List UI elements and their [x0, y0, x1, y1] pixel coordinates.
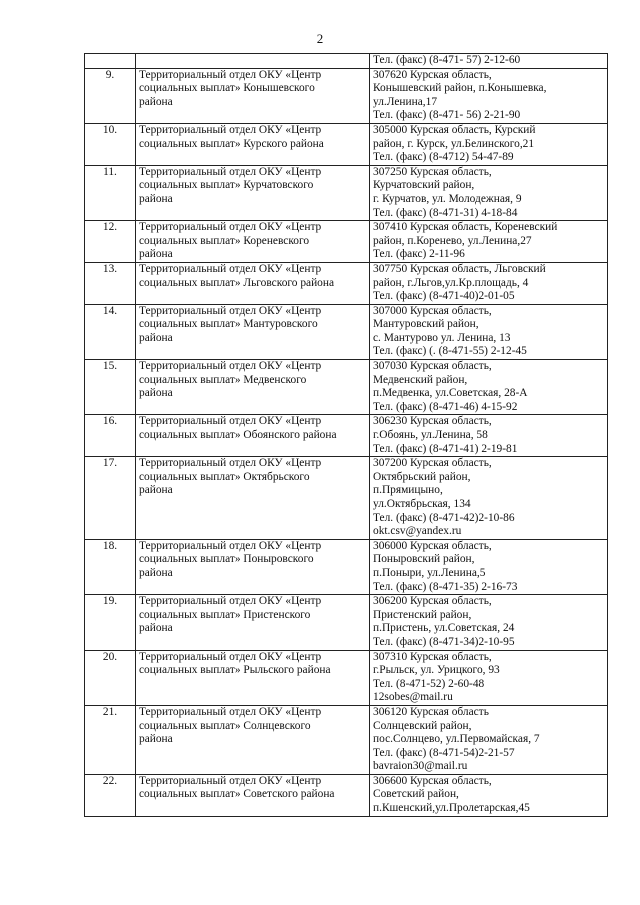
- office-address-line: Тел. (8-471-52) 2-60-48: [373, 677, 485, 690]
- office-name-line: района: [139, 566, 173, 579]
- row-number: 12.: [85, 221, 136, 263]
- table-row: [85, 415, 608, 457]
- office-name-line: района: [139, 192, 173, 205]
- office-address-line: Советский район,: [373, 788, 459, 801]
- row-number: 13.: [85, 262, 136, 304]
- office-name-line: района: [139, 733, 173, 746]
- office-name-line: социальных выплат» Октябрьского: [139, 470, 310, 483]
- row-number: 20.: [85, 650, 136, 705]
- office-address-line: район, п.Коренево, ул.Ленина,27: [373, 234, 532, 247]
- office-name-cell: [136, 539, 370, 594]
- office-name-line: района: [139, 622, 173, 635]
- office-address-line: Мантуровский район,: [373, 318, 479, 331]
- office-address-line: п.Прямицыно,: [373, 484, 443, 497]
- office-address-line: 307750 Курская область, Льговский: [373, 262, 546, 275]
- office-name-cell: [136, 415, 370, 457]
- office-name-line: социальных выплат» Льговского района: [139, 276, 335, 289]
- office-address-line: 306200 Курская область,: [373, 595, 492, 608]
- office-name-line: социальных выплат» Мантуровского: [139, 318, 318, 331]
- office-name-line: Территориальный отдел ОКУ «Центр: [139, 360, 322, 373]
- table-row: [85, 360, 608, 415]
- table-row: [85, 165, 608, 220]
- office-address-line: 12sobes@mail.ru: [373, 691, 453, 704]
- office-address-line: Тел. (факс) (8-4712) 54-47-89: [373, 151, 514, 164]
- office-address-line: Тел. (факс) (8-471-31) 4-18-84: [373, 206, 518, 219]
- office-address-line: п.Пристень, ул.Советская, 24: [373, 622, 515, 635]
- table-row: [85, 705, 608, 774]
- office-name-line: Территориальный отдел ОКУ «Центр: [139, 123, 322, 136]
- office-name-line: социальных выплат» Поныровского: [139, 553, 314, 566]
- office-address-line: пос.Солнцево, ул.Первомайская, 7: [373, 733, 540, 746]
- row-number: 17.: [85, 457, 136, 540]
- table-row: [85, 457, 608, 540]
- office-address-line: Тел. (факс) (8-471-41) 2-19-81: [373, 442, 518, 455]
- row-number: 11.: [85, 165, 136, 220]
- office-name-cell: [136, 68, 370, 123]
- office-name-cell: [136, 221, 370, 263]
- office-address-cell: [370, 68, 608, 123]
- row-number: 18.: [85, 539, 136, 594]
- office-address-line: Тел. (факс) (8-471-46) 4-15-92: [373, 400, 518, 413]
- office-address-line: 307030 Курская область,: [373, 360, 492, 373]
- row-number: 14.: [85, 304, 136, 359]
- office-name-cell: [136, 705, 370, 774]
- office-name-cell: [136, 650, 370, 705]
- office-address-cell: [370, 539, 608, 594]
- office-name-line: Территориальный отдел ОКУ «Центр: [139, 457, 322, 470]
- table-row: [85, 68, 608, 123]
- row-number: 21.: [85, 705, 136, 774]
- office-name-line: Территориальный отдел ОКУ «Центр: [139, 415, 322, 428]
- office-address-line: п.Кшенский,ул.Пролетарская,45: [373, 802, 530, 815]
- office-address-cell: [370, 774, 608, 816]
- office-name-cell: [136, 304, 370, 359]
- row-number: 16.: [85, 415, 136, 457]
- office-name-line: социальных выплат» Обоянского района: [139, 429, 337, 442]
- table-row: [85, 650, 608, 705]
- office-address-line: 307000 Курская область,: [373, 304, 492, 317]
- office-address-line: 307620 Курская область,: [373, 68, 492, 81]
- office-name-cell: [136, 54, 370, 69]
- office-address-line: район, г. Курск, ул.Белинского,21: [373, 137, 535, 150]
- office-address-line: Тел. (факс) (8-471- 56) 2-21-90: [373, 109, 521, 122]
- office-name-line: социальных выплат» Кореневского: [139, 234, 310, 247]
- office-name-line: Территориальный отдел ОКУ «Центр: [139, 304, 322, 317]
- office-name-line: социальных выплат» Солнцевского: [139, 719, 311, 732]
- office-name-line: Территориальный отдел ОКУ «Центр: [139, 221, 322, 234]
- office-name-cell: [136, 360, 370, 415]
- office-address-line: с. Мантурово ул. Ленина, 13: [373, 331, 511, 344]
- table-row: [85, 262, 608, 304]
- row-number: 10.: [85, 123, 136, 165]
- office-address-line: bavraion30@mail.ru: [373, 760, 468, 773]
- office-name-line: района: [139, 331, 173, 344]
- row-number: [85, 54, 136, 69]
- office-name-cell: [136, 262, 370, 304]
- office-address-line: Тел. (факс) (8-471-42)2-10-86: [373, 511, 515, 524]
- office-address-line: Медвенский район,: [373, 373, 468, 386]
- office-name-line: района: [139, 95, 173, 108]
- office-address-line: 307200 Курская область,: [373, 457, 492, 470]
- table-row: [85, 123, 608, 165]
- table-row: [85, 595, 608, 650]
- office-address-line: г.Обоянь, ул.Ленина, 58: [373, 429, 488, 442]
- office-address-line: Тел. (факс) (8-471- 57) 2-12-60: [373, 54, 521, 66]
- office-address-line: Тел. (факс) (. (8-471-55) 2-12-45: [373, 345, 527, 358]
- office-address-line: 306000 Курская область,: [373, 539, 492, 552]
- office-name-line: Территориальный отдел ОКУ «Центр: [139, 774, 322, 787]
- table-row: [85, 539, 608, 594]
- office-address-line: okt.csv@yandex.ru: [373, 525, 462, 538]
- office-address-line: Тел. (факс) (8-471-35) 2-16-73: [373, 580, 518, 593]
- office-name-cell: [136, 774, 370, 816]
- office-address-line: 306120 Курская область: [373, 705, 489, 718]
- row-number: 9.: [85, 68, 136, 123]
- office-address-line: 307310 Курская область,: [373, 650, 492, 663]
- office-address-cell: [370, 54, 608, 69]
- office-address-cell: [370, 360, 608, 415]
- office-address-line: Тел. (факс) 2-11-96: [373, 248, 465, 261]
- office-address-line: 306600 Курская область,: [373, 774, 492, 787]
- office-name-cell: [136, 123, 370, 165]
- office-name-line: Территориальный отдел ОКУ «Центр: [139, 262, 322, 275]
- office-name-line: Территориальный отдел ОКУ «Центр: [139, 165, 322, 178]
- office-address-line: ул.Ленина,17: [373, 95, 438, 108]
- office-name-line: социальных выплат» Конышевского: [139, 82, 315, 95]
- office-address-line: район, г.Льгов,ул.Кр.площадь, 4: [373, 276, 529, 289]
- office-address-line: п.Поныри, ул.Ленина,5: [373, 566, 486, 579]
- office-name-cell: [136, 165, 370, 220]
- office-address-line: Октябрьский район,: [373, 470, 471, 483]
- office-name-line: Территориальный отдел ОКУ «Центр: [139, 650, 322, 663]
- office-address-cell: [370, 123, 608, 165]
- table-row: [85, 221, 608, 263]
- page-number: 2: [316, 31, 324, 46]
- office-address-line: 305000 Курская область, Курский: [373, 123, 536, 136]
- office-address-cell: [370, 262, 608, 304]
- office-address-cell: [370, 165, 608, 220]
- table-row: [85, 54, 608, 69]
- offices-table-body: [85, 54, 608, 817]
- office-address-line: г. Курчатов, ул. Молодежная, 9: [373, 192, 522, 205]
- office-name-line: района: [139, 484, 173, 497]
- office-name-line: района: [139, 248, 173, 261]
- office-address-cell: [370, 650, 608, 705]
- office-address-line: Тел. (факс) (8-471-54)2-21-57: [373, 746, 515, 759]
- office-address-line: 306230 Курская область,: [373, 415, 492, 428]
- office-address-line: Курчатовский район,: [373, 179, 475, 192]
- office-address-cell: [370, 457, 608, 540]
- office-name-line: социальных выплат» Советского района: [139, 788, 335, 801]
- office-name-line: Территориальный отдел ОКУ «Центр: [139, 595, 322, 608]
- office-address-cell: [370, 221, 608, 263]
- office-address-cell: [370, 304, 608, 359]
- table-row: [85, 304, 608, 359]
- office-address-line: ул.Октябрьская, 134: [373, 498, 471, 510]
- office-address-line: г.Рыльск, ул. Урицкого, 93: [373, 664, 500, 677]
- office-name-cell: [136, 457, 370, 540]
- office-name-line: района: [139, 387, 173, 400]
- office-name-line: социальных выплат» Пристенского: [139, 608, 311, 621]
- office-address-line: п.Медвенка, ул.Советская, 28-А: [373, 387, 528, 400]
- office-address-line: 307250 Курская область,: [373, 165, 492, 178]
- office-name-line: Территориальный отдел ОКУ «Центр: [139, 705, 322, 718]
- office-address-line: 307410 Курская область, Кореневский: [373, 221, 558, 234]
- row-number: 22.: [85, 774, 136, 816]
- table-row: [85, 774, 608, 816]
- office-address-line: Тел. (факс) (8-471-40)2-01-05: [373, 290, 515, 303]
- office-address-line: Пристенский район,: [373, 608, 472, 621]
- office-address-line: Поныровский район,: [373, 553, 475, 566]
- office-address-line: Тел. (факс) (8-471-34)2-10-95: [373, 635, 515, 648]
- row-number: 19.: [85, 595, 136, 650]
- office-name-cell: [136, 595, 370, 650]
- office-name-line: Территориальный отдел ОКУ «Центр: [139, 539, 322, 552]
- offices-table: [84, 53, 608, 817]
- office-address-cell: [370, 415, 608, 457]
- office-address-cell: [370, 595, 608, 650]
- office-address-line: Солнцевский район,: [373, 719, 472, 732]
- office-name-line: Территориальный отдел ОКУ «Центр: [139, 68, 322, 81]
- row-number: 15.: [85, 360, 136, 415]
- office-name-line: социальных выплат» Медвенского: [139, 373, 307, 386]
- office-address-cell: [370, 705, 608, 774]
- office-name-line: социальных выплат» Рыльского района: [139, 664, 331, 677]
- office-address-line: Конышевский район, п.Конышевка,: [373, 82, 547, 95]
- office-name-line: социальных выплат» Курского района: [139, 137, 324, 150]
- office-name-line: социальных выплат» Курчатовского: [139, 179, 314, 192]
